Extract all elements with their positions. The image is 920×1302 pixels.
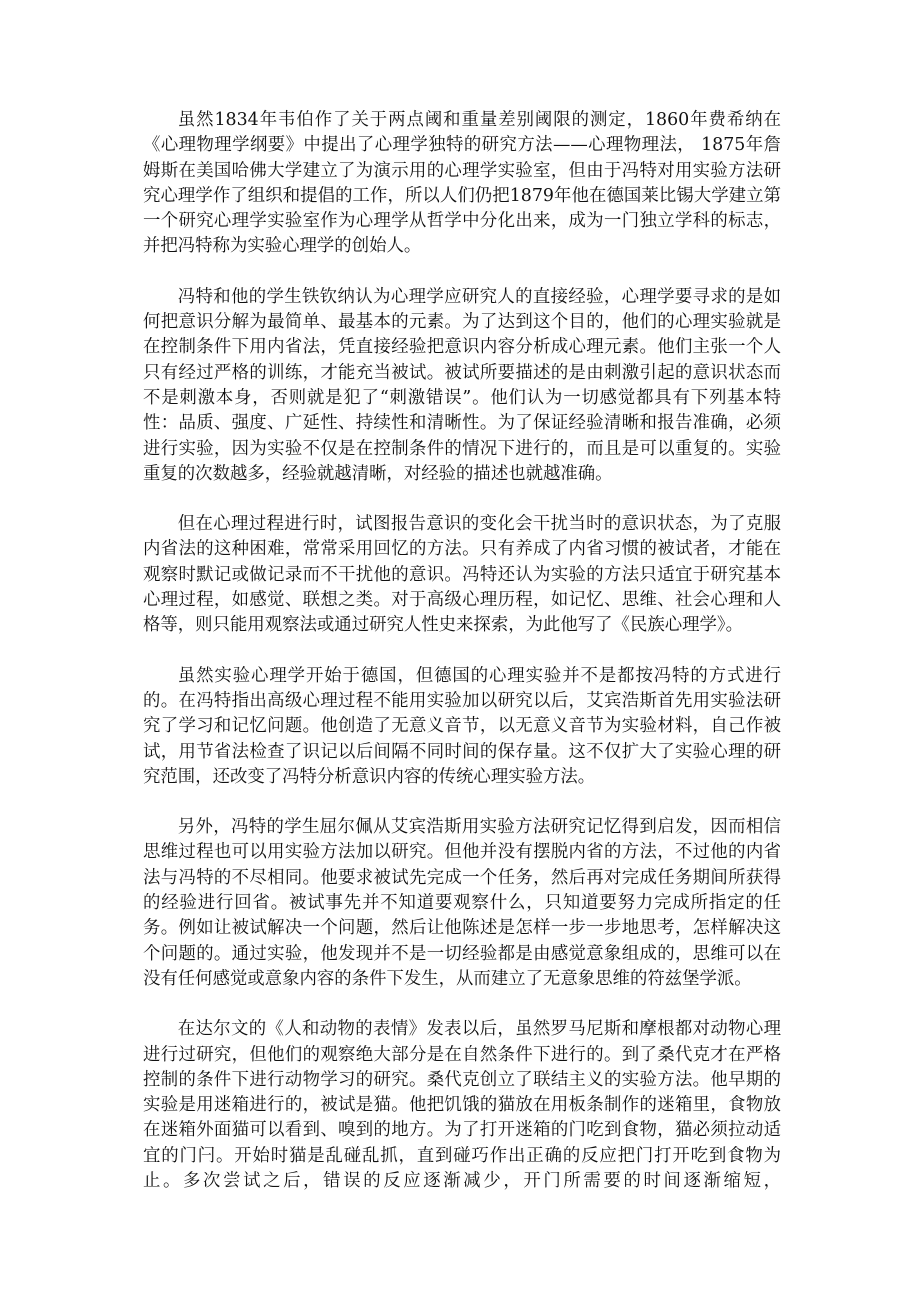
paragraph-6: 在达尔文的《人和动物的表情》发表以后，虽然罗马尼斯和摩根都对动物心理进行过研究，但他们的观察绝大部分是在自然条件下进行的。到了桑代克才在严格控制的条件下进行动物学习的研究。桑代克创立了联结主义的实验方法。他早期的实验是用迷箱进行的，被试是猫。他把饥饿的猫放在用板条制作的迷箱里，食物放在迷箱外面猫可以看到、嗅到的地方。为了打开迷箱的门吃到食物，猫必须拉动适宜的门闩。开始时猫是乱碰乱抓，直到碰巧作出正确的反应把门打开吃到食物为止。多次尝试之后，错误的反应逐渐减少，开门所需要的时间逐渐缩短， (143, 1019, 781, 1191)
paragraph-2: 冯特和他的学生铁钦纳认为心理学应研究人的直接经验，心理学要寻求的是如何把意识分解为最简单、最基本的元素。为了达到这个目的，他们的心理实验就是在控制条件下用内省法，凭直接经验把意识内容分析成心理元素。他们主张一个人只有经过严格的训练，才能充当被试。被试所要描述的是由刺激引起的意识状态而不是刺激本身，否则就是犯了“刺激错误”。他们认为一切感觉都具有下列基本特性：品质、强度、广延性、持续性和清晰性。为了保证经验清晰和报告准确，必须进行实验，因为实验不仅是在控制条件的情况下进行的，而且是可以重复的。实验重复的次数越多，经验就越清晰，对经验的描述也就越准确。 (143, 286, 781, 484)
paragraph-3: 但在心理过程进行时，试图报告意识的变化会干扰当时的意识状态，为了克服内省法的这种困难，常常采用回忆的方法。只有养成了内省习惯的被试者，才能在观察时默记或做记录而不干扰他的意识。冯特还认为实验的方法只适宜于研究基本心理过程，如感觉、联想之类。对于高级心理历程，如记忆、思维、社会心理和人格等，则只能用观察法或通过研究人性史来探索，为此他写了《民族心理学》。 (143, 514, 781, 636)
paragraph-1: 虽然1834年韦伯作了关于两点阈和重量差别阈限的测定，1860年费希纳在《心理物理学纲要》中提出了心理学独特的研究方法——心理物理法， 1875年詹姆斯在美国哈佛大学建立了为演示用的心理学实验室，但由于冯特对用实验方法研究心理学作了组织和提倡的工作，所以人们仍把1879年他在德国莱比锡大学建立第一个研究心理学实验室作为心理学从哲学中分化出来，成为一门独立学科的标志，并把冯特称为实验心理学的创始人。 (143, 110, 781, 257)
document-body (143, 108, 781, 1194)
paragraph-4: 虽然实验心理学开始于德国，但德国的心理实验并不是都按冯特的方式进行的。在冯特指出高级心理过程不能用实验加以研究以后，艾宾浩斯首先用实验法研究了学习和记忆问题。他创造了无意义音节，以无意义音节为实验材料，自己作被试，用节省法检查了识记以后间隔不同时间的保存量。这不仅扩大了实验心理的研究范围，还改变了冯特分析意识内容的传统心理实验方法。 (143, 665, 781, 787)
paragraph-5: 另外，冯特的学生屈尔佩从艾宾浩斯用实验方法研究记忆得到启发，因而相信思维过程也可以用实验方法加以研究。但他并没有摆脱内省的方法，不过他的内省法与冯特的不尽相同。他要求被试先完成一个任务，然后再对完成任务期间所获得的经验进行回省。被试事先并不知道要观察什么，只知道要努力完成所指定的任务。例如让被试解决一个问题，然后让他陈述是怎样一步一步地思考，怎样解决这个问题的。通过实验，他发现并不是一切经验都是由感觉意象组成的，思维可以在没有任何感觉或意象内容的条件下发生，从而建立了无意象思维的符兹堡学派。 (143, 817, 781, 989)
